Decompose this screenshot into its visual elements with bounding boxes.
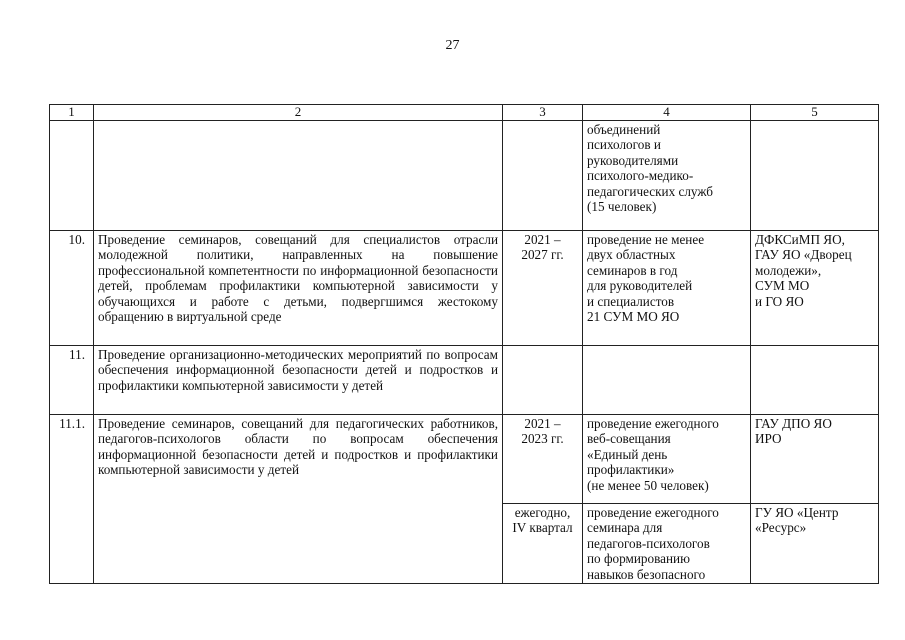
row-period — [503, 346, 583, 415]
row-indicator — [583, 346, 751, 415]
row-indicator: проведение ежегодного веб-совещания «Единый день профилактики» (не менее 50 человек) — [583, 415, 751, 504]
row-number: 10. — [50, 231, 94, 346]
row-indicator: объединений психологов и руководителями психолого-медико- педагогических служб (15 человек) — [583, 121, 751, 231]
row-description: Проведение семинаров, совещаний для специалистов отрасли молодежной политики, направленных на повышение профессиональной компетентности по информационной безопасности детей, проблемам профилактики компьютерной зависимости у обучающихся и работе с детьми, подвергшимся жестокому обращению в виртуальной среде — [94, 231, 503, 346]
table-header-row — [50, 105, 879, 121]
row-executor: ГАУ ДПО ЯО ИРО — [751, 415, 879, 504]
table-row — [50, 415, 879, 504]
row-period: 2021 – 2023 гг. — [503, 415, 583, 504]
row-period: 2021 – 2027 гг. — [503, 231, 583, 346]
column-header: 3 — [503, 105, 583, 121]
row-executor: ГУ ЯО «Центр «Ресурс» — [751, 504, 879, 584]
row-indicator: проведение ежегодного семинара для педагогов-психологов по формированию навыков безопасного — [583, 504, 751, 584]
column-header: 2 — [94, 105, 503, 121]
row-executor — [751, 346, 879, 415]
plan-table — [49, 104, 879, 584]
row-number: 11. — [50, 346, 94, 415]
row-description: Проведение организационно-методических мероприятий по вопросам обеспечения информационной безопасности детей и подростков и профилактики компьютерной зависимости у детей — [94, 346, 503, 415]
column-header: 1 — [50, 105, 94, 121]
table-row — [50, 231, 879, 346]
column-header: 4 — [583, 105, 751, 121]
row-indicator: проведение не менее двух областных семинаров в год для руководителей и специалистов 21 СУМ МО ЯО — [583, 231, 751, 346]
row-number: 11.1. — [50, 415, 94, 584]
page-number: 27 — [445, 38, 460, 53]
row-executor — [751, 121, 879, 231]
table-row — [50, 121, 879, 231]
row-period — [503, 121, 583, 231]
row-number — [50, 121, 94, 231]
row-period: ежегодно, IV квартал — [503, 504, 583, 584]
table-row — [50, 346, 879, 415]
column-header: 5 — [751, 105, 879, 121]
row-executor: ДФКСиМП ЯО, ГАУ ЯО «Дворец молодежи», СУМ МО и ГО ЯО — [751, 231, 879, 346]
row-description: Проведение семинаров, совещаний для педагогических работников, педагогов-психологов области по вопросам обеспечения информационной безопасности детей и подростков и профилактики компьютерной зависимости у детей — [94, 415, 503, 584]
row-description — [94, 121, 503, 231]
